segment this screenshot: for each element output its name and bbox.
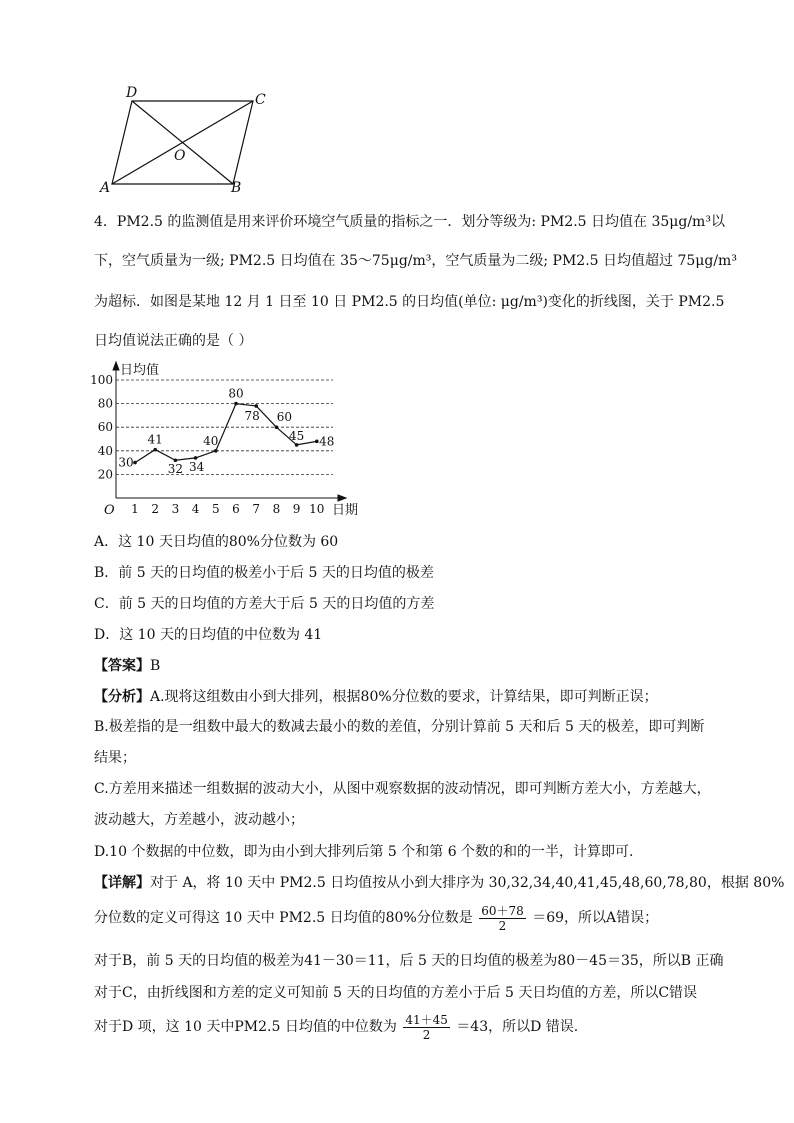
y-tick-label-80: 80 (97, 396, 113, 411)
answer-value: B (150, 658, 161, 674)
detail-line-4: 对于C，由折线图和方差的定义可知前 5 天的日均值的方差小于后 5 天日均值的方差，所以C错误 (94, 985, 698, 1001)
analysis-line-3: 结果； (94, 750, 136, 766)
detail-line-2 (94, 902, 658, 934)
option-a: A．这 10 天日均值的80%分位数为 60 (94, 534, 339, 550)
detail-line-5 (94, 1011, 578, 1043)
y-tick-label-100: 100 (90, 373, 113, 387)
detail-tag: 【详解】 (94, 875, 150, 891)
center-o-label: O (174, 148, 186, 164)
data-point-8 (275, 425, 279, 429)
y-axis-label: 日均值 (120, 363, 160, 378)
x-axis-arrow (338, 495, 346, 501)
y-tick-label-60: 60 (97, 420, 113, 435)
detail-text-5a: 对于D 项，这 10 天中PM2.5 日均值的中位数为 (94, 1019, 397, 1035)
y-axis-arrow (113, 362, 119, 370)
answer-tag: 【答案】 (94, 658, 150, 674)
data-point-1 (133, 461, 137, 465)
data-point-7 (254, 404, 258, 408)
x-tick-label-6: 6 (232, 502, 240, 516)
fraction-1-numerator: 60＋78 (481, 903, 524, 918)
x-tick-label-3: 3 (171, 502, 180, 516)
question-line-3: 为超标．如图是某地 12 月 1 日至 10 日 PM2.5 的日均值(单位: μg/m³)变化的折线图，关于 PM2.5 (94, 294, 725, 310)
x-tick-label-2: 2 (151, 502, 160, 516)
data-point-9 (295, 443, 299, 447)
data-label-1: 30 (118, 455, 134, 470)
x-axis-label: 日期 (332, 503, 359, 518)
vertex-c-label: C (255, 92, 266, 108)
analysis-line-5: 波动越大，方差越小，波动越小； (94, 812, 304, 828)
data-label-8: 60 (276, 410, 293, 425)
pm25-line-chart (88, 358, 368, 523)
x-tick-label-1: 1 (131, 502, 139, 516)
fraction-2-denominator: 2 (422, 1027, 431, 1042)
x-tick-label-9: 9 (292, 502, 301, 516)
fraction-1 (479, 904, 526, 933)
data-label-3: 32 (167, 462, 184, 477)
fraction-2-numerator: 41＋45 (405, 1012, 448, 1027)
detail-text-1: 对于 A，将 10 天中 PM2.5 日均值按从小到大排序为 30,32,34,40,41,45,48,60,78,80，根据 80% (150, 875, 785, 891)
analysis-line-2: B.极差指的是一组数中最大的数减去最小的数的差值，分别计算前 5 天和后 5 天的极差，即可判断 (94, 719, 705, 735)
data-label-9: 45 (288, 428, 305, 443)
detail-line-3: 对于B，前 5 天的日均值的极差为41－30＝11，后 5 天的日均值的极差为80－45＝35，所以B 正确 (94, 953, 724, 969)
detail-text-5b: ＝43，所以D 错误. (456, 1019, 579, 1035)
detail-line-1 (94, 873, 784, 893)
vertex-a-label: A (100, 180, 111, 196)
analysis-line-1 (94, 687, 658, 707)
vertex-d-label: D (126, 85, 138, 101)
fraction-1-denominator: 2 (498, 918, 507, 933)
fraction-2 (403, 1013, 450, 1042)
y-tick-label-40: 40 (97, 443, 113, 458)
detail-text-2a: 分位数的定义可得这 10 天中 PM2.5 日均值的80%分位数是 (94, 910, 473, 926)
data-label-7: 78 (244, 408, 260, 423)
option-c: C．前 5 天的日均值的方差大于后 5 天的日均值的方差 (94, 596, 435, 612)
data-label-6: 80 (228, 386, 244, 401)
origin-label: O (104, 503, 115, 518)
parallelogram-figure (95, 84, 280, 199)
data-label-10: 48 (319, 434, 335, 449)
question-line-4: 日均值说法正确的是（ ） (94, 333, 253, 349)
detail-text-2b: ＝69，所以A错误； (532, 910, 659, 926)
vertex-b-label: B (231, 180, 242, 196)
x-tick-label-8: 8 (272, 502, 281, 516)
x-tick-label-10: 10 (309, 502, 325, 516)
analysis-tag: 【分析】 (94, 689, 150, 705)
data-point-2 (153, 448, 157, 452)
analysis-text-1: A.现将这组数由小到大排列，根据80%分位数的要求，计算结果，即可判断正误； (150, 689, 658, 705)
data-point-5 (214, 449, 218, 453)
answer-line (94, 656, 160, 676)
data-point-6 (234, 402, 238, 406)
x-tick-label-4: 4 (191, 502, 200, 516)
data-label-4: 34 (188, 459, 205, 474)
y-tick-label-20: 20 (97, 467, 113, 482)
diagonal-bd (132, 101, 233, 184)
analysis-line-4: C.方差用来描述一组数据的波动大小，从图中观察数据的波动情况，即可判断方差大小，方差越大， (94, 781, 711, 797)
option-b: B．前 5 天的日均值的极差小于后 5 天的日均值的极差 (94, 565, 434, 581)
data-label-5: 40 (203, 433, 219, 448)
x-tick-label-5: 5 (211, 502, 220, 516)
question-line-1: 4．PM2.5 的监测值是用来评价环境空气质量的指标之一．划分等级为: PM2.5 日均值在 35μg/m³以 (94, 214, 725, 230)
x-tick-label-7: 7 (252, 502, 261, 516)
analysis-line-6: D.10 个数据的中位数，即为由小到大排列后第 5 个和第 6 个数的和的一半，计算即可. (94, 844, 634, 860)
option-d: D．这 10 天的日均值的中位数为 41 (94, 627, 323, 643)
data-label-2: 41 (147, 432, 163, 447)
question-line-2: 下，空气质量为一级; PM2.5 日均值在 35～75μg/m³，空气质量为二级; PM2.5 日均值超过 75μg/m³ (94, 253, 737, 269)
data-point-10 (315, 440, 319, 444)
